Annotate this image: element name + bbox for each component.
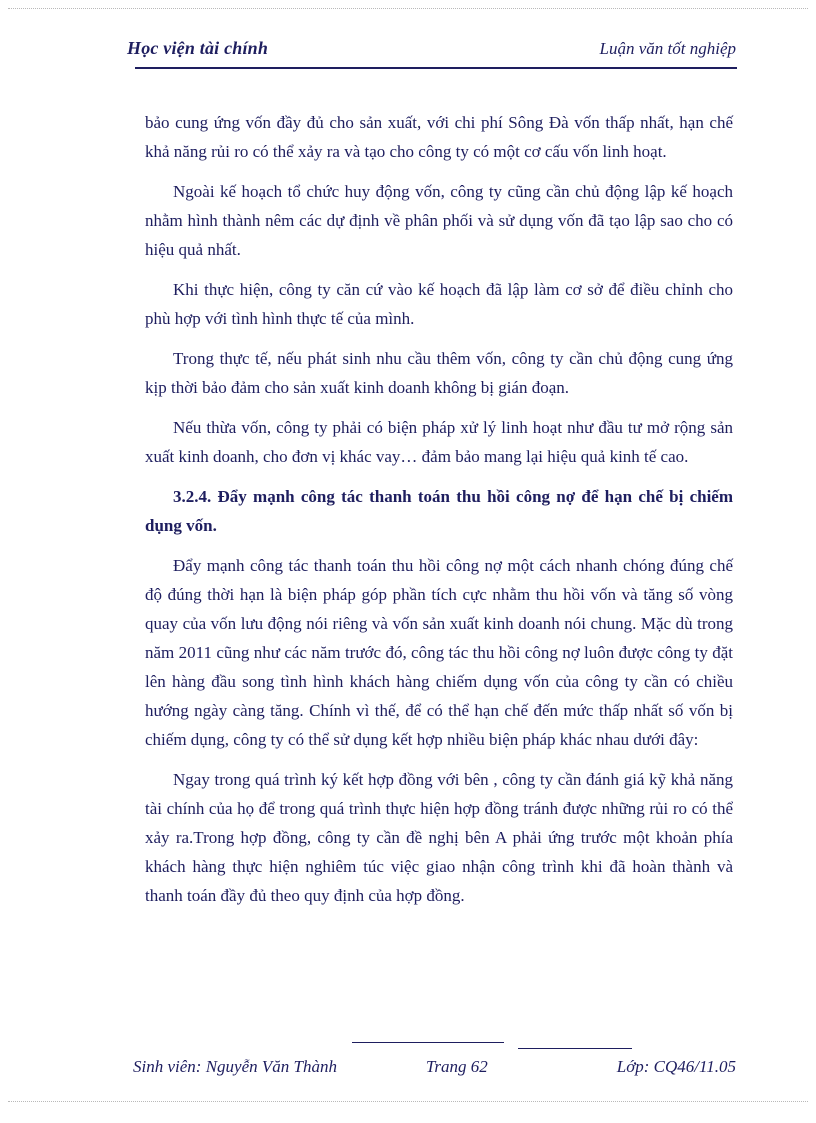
paragraph: Trong thực tế, nếu phát sinh nhu cầu thêm vốn, công ty cần chủ động cung ứng kịp thời bảo đảm cho sản xuất kinh doanh không bị gián đoạn. [145, 349, 733, 397]
document-body [145, 108, 733, 921]
paragraph: Ngay trong quá trình ký kết hợp đồng với bên , công ty cần đánh giá kỹ khả năng tài chính của họ để trong quá trình thực hiện hợp đồng tránh được những rủi ro có thể xảy ra.Trong hợp đồng, công ty cần đề nghị bên A phải ứng trước một khoản phía khách hàng thực hiện nghiêm túc việc giao nhận công trình khi đã hoàn thành và thanh toán đầy đủ theo quy định của hợp đồng. [145, 770, 733, 905]
footer-page-number: Trang 62 [425, 1057, 488, 1076]
footer-rule-segment-1 [352, 1042, 504, 1043]
section-heading: 3.2.4. Đẩy mạnh công tác thanh toán thu hồi công nợ để hạn chế bị chiếm dụng vốn. [145, 487, 733, 535]
page-header [127, 38, 736, 59]
page-top-boundary [8, 8, 808, 9]
paragraph: Đẩy mạnh công tác thanh toán thu hồi công nợ một cách nhanh chóng đúng chế độ đúng thời hạn là biện pháp góp phần tích cực nhằm thu hồi vốn và tăng số vòng quay của vốn lưu động nói riêng và vốn sản xuất kinh doanh nói chung. Mặc dù trong năm 2011 cũng như các năm trước đó, công tác thu hồi công nợ luôn được công ty đặt lên hàng đầu song tình hình khách hàng chiếm dụng vốn của công ty cần có chiều hướng ngày càng tăng. Chính vì thế, để có thể hạn chế đến mức thấp nhất số vốn bị chiếm dụng, công ty có thể sử dụng kết hợp nhiều biện pháp khác nhau dưới đây: [145, 556, 733, 749]
paragraph: Ngoài kế hoạch tổ chức huy động vốn, công ty cũng cần chủ động lập kế hoạch nhằm hình thành nêm các dự định về phân phối và sử dụng vốn đã tạo lập sao cho có hiệu quả nhất. [145, 182, 733, 259]
paragraph: Khi thực hiện, công ty căn cứ vào kế hoạch đã lập làm cơ sở để điều chỉnh cho phù hợp với tình hình thực tế của mình. [145, 280, 733, 328]
header-rule [135, 67, 737, 69]
paragraph: Nếu thừa vốn, công ty phải có biện pháp xử lý linh hoạt như đầu tư mở rộng sản xuất kinh doanh, cho đơn vị khác vay… đảm bảo mang lại hiệu quả kinh tế cao. [145, 418, 733, 466]
page-bottom-boundary [8, 1101, 808, 1102]
page-footer [133, 1057, 736, 1077]
header-school-name: Học viện tài chính [127, 38, 269, 58]
paragraph: bảo cung ứng vốn đầy đủ cho sản xuất, với chi phí Sông Đà vốn thấp nhất, hạn chế khả năng rủi ro có thể xảy ra và tạo cho công ty có một cơ cấu vốn linh hoạt. [145, 113, 733, 161]
footer-class-label: Lớp: CQ46/11.05 [616, 1057, 736, 1076]
footer-rule-segment-2 [518, 1048, 632, 1049]
footer-student-name: Sinh viên: Nguyễn Văn Thành [133, 1057, 337, 1076]
header-document-type: Luận văn tốt nghiệp [599, 39, 736, 58]
